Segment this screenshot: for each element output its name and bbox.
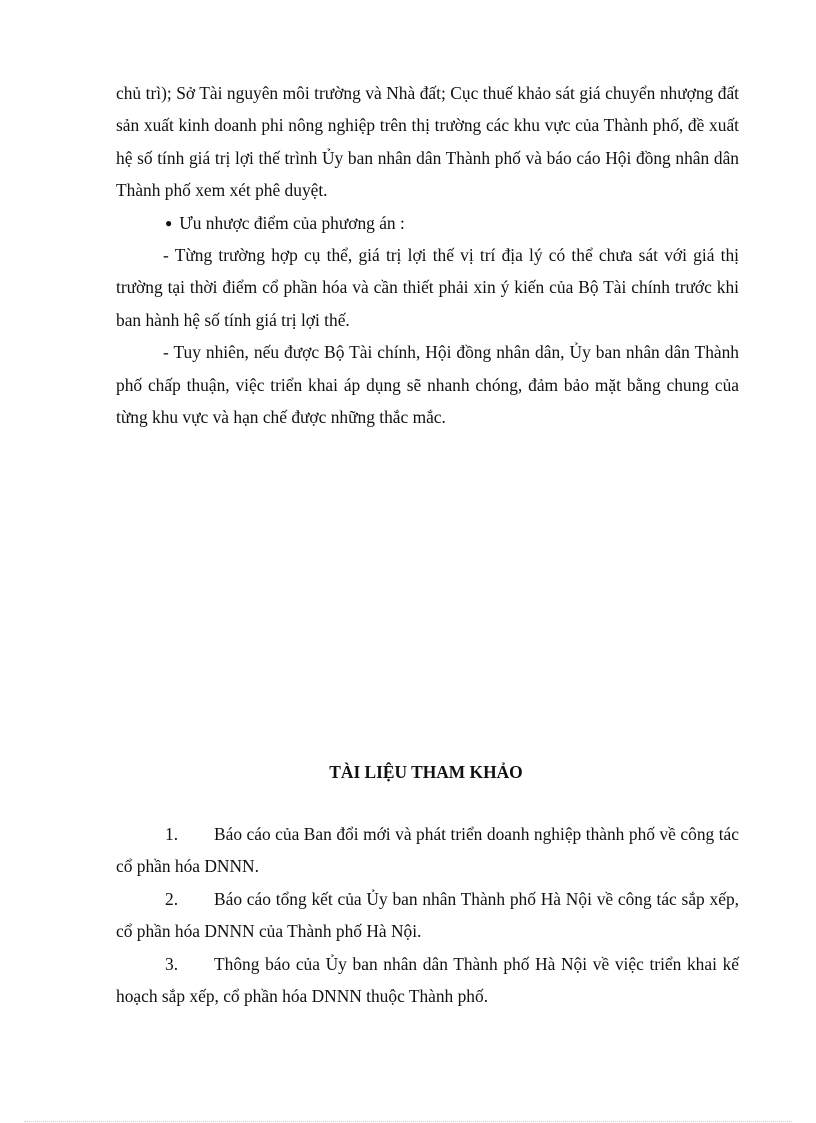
reference-number: 2. — [165, 888, 179, 909]
reference-text: Thông báo của Ủy ban nhân dân Thành phố Hà Nội về việc triển khai kế hoạch sắp xếp, cổ phần hóa DNNN thuộc Thành phố. — [116, 953, 739, 1007]
references-list — [116, 818, 739, 1012]
reference-item — [116, 883, 739, 948]
reference-item — [116, 948, 739, 1013]
bullet-paragraph — [116, 207, 739, 239]
bullet-text: Ưu nhược điểm của phương án : — [179, 212, 405, 233]
reference-number: 1. — [165, 824, 179, 844]
reference-item — [116, 818, 739, 883]
body-text-section — [116, 77, 739, 433]
paragraph-continuation: chủ trì); Sở Tài nguyên môi trường và Nhà đất; Cục thuế khảo sát giá chuyển nhượng đất sản xuất kinh doanh phi nông nghiệp trên thị trường các khu vực của Thành phố, đề xuất hệ số tính giá trị lợi thế trình Ủy ban nhân dân Thành phố và báo cáo Hội đồng nhân dân Thành phố xem xét phê duyệt. — [116, 83, 739, 201]
bullet-icon: ● — [165, 215, 173, 230]
paragraph-disadvantage: - Từng trường hợp cụ thể, giá trị lợi thế vị trí địa lý có thể chưa sát với giá thị trường tại thời điểm cổ phần hóa và cần thiết phải xin ý kiến của Bộ Tài chính trước khi ban hành hệ số tính giá trị lợi thế. — [116, 245, 739, 330]
reference-text: Báo cáo tổng kết của Ủy ban nhân Thành phố Hà Nội về công tác sắp xếp, cổ phần hóa DNNN của Thành phố Hà Nội. — [116, 888, 739, 942]
reference-text: Báo cáo của Ban đổi mới và phát triển doanh nghiệp thành phố về công tác cổ phần hóa DNNN. — [116, 824, 739, 877]
paragraph-advantage: - Tuy nhiên, nếu được Bộ Tài chính, Hội đồng nhân dân, Ủy ban nhân dân Thành phố chấp thuận, việc triển khai áp dụng sẽ nhanh chóng, đảm bảo mặt bằng chung của từng khu vực và hạn chế được những thắc mắc. — [116, 342, 739, 428]
references-heading: TÀI LIỆU THAM KHẢO — [329, 762, 523, 782]
page-bottom-dotted-rule — [24, 1121, 792, 1122]
reference-number: 3. — [165, 953, 179, 974]
